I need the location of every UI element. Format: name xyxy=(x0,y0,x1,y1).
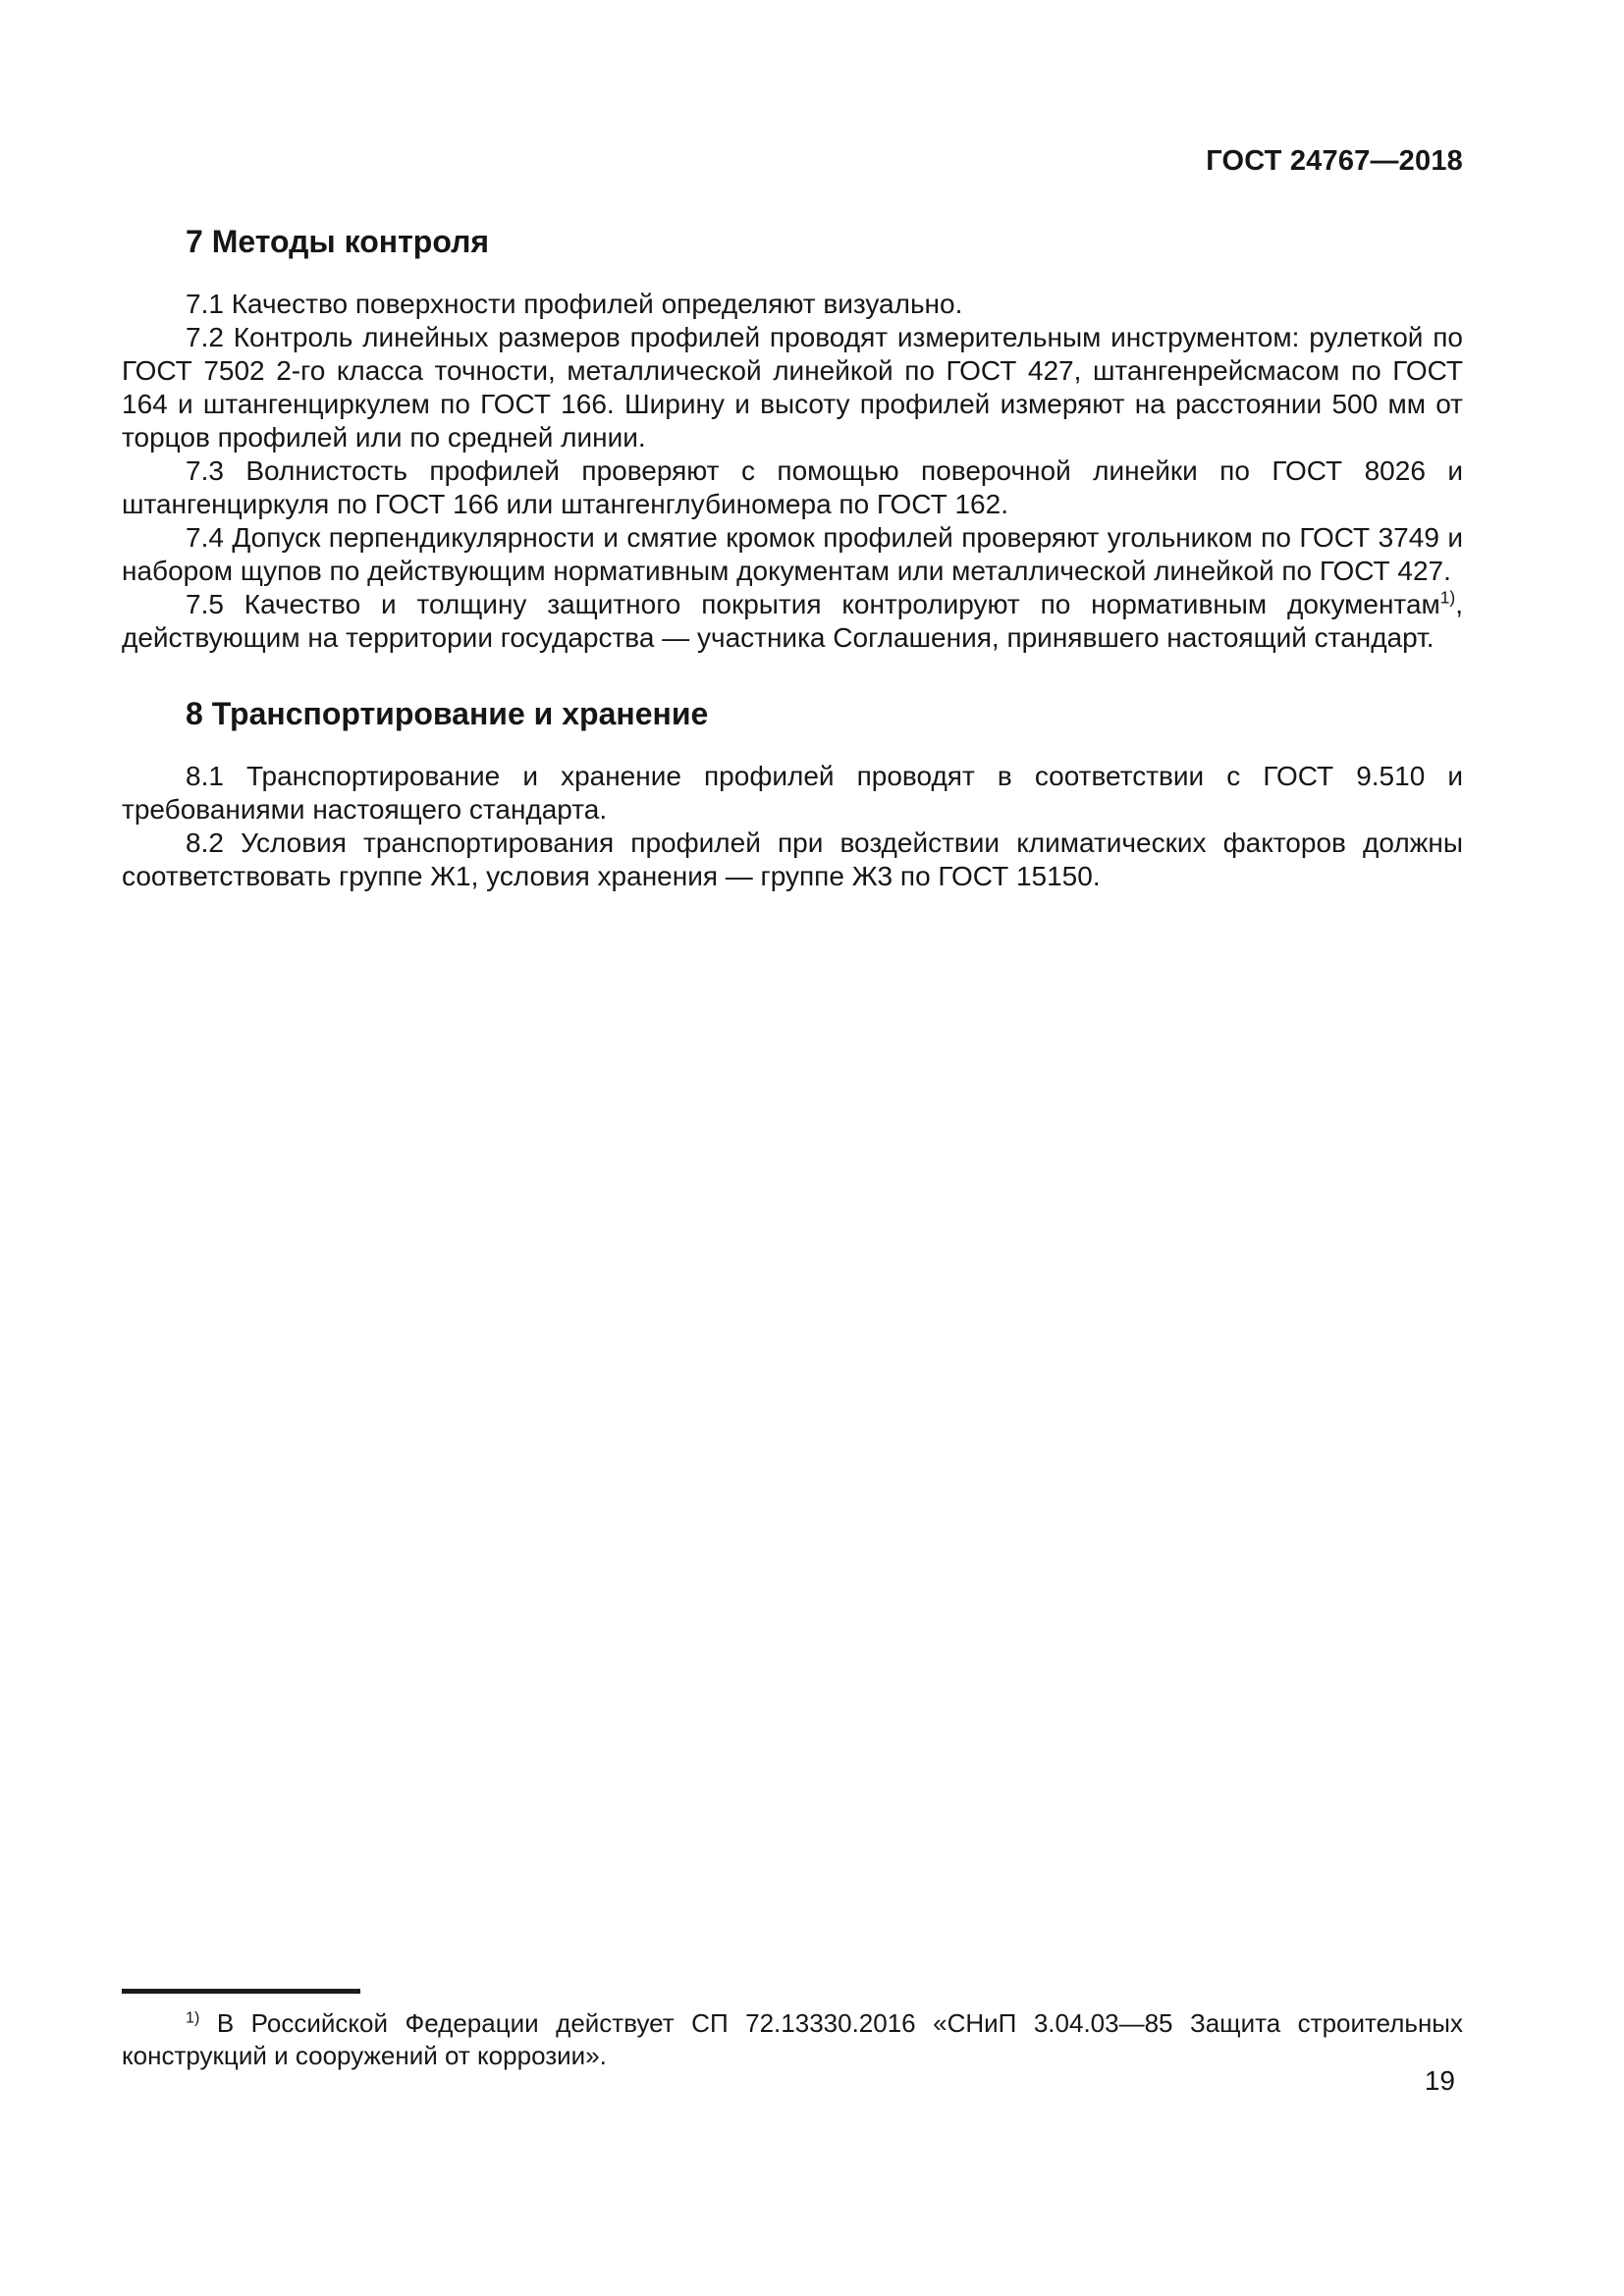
paragraph-7-5-text: 7.5 Качество и толщину защитного покрытия контролируют по нормативным документам xyxy=(186,589,1440,619)
paragraph-7-2: 7.2 Контроль линейных размеров профилей проводят измерительным инструментом: рулеткой по ГОСТ 7502 2-го класса точности, металлической линейкой по ГОСТ 427, штангенрейсмасом по ГОСТ 164 и штангенциркулем по ГОСТ 166. Ширину и высоту профилей измеряют на расстоянии 500 мм от торцов профилей или по средней линии. xyxy=(122,322,1463,453)
footnote-separator-rule xyxy=(122,1989,360,1994)
document-number: ГОСТ 24767—2018 xyxy=(1206,145,1463,177)
paragraph-8-1: 8.1 Транспортирование и хранение профилей проводят в соответствии с ГОСТ 9.510 и требованиями настоящего стандарта. xyxy=(122,761,1463,825)
page-content xyxy=(122,222,1463,893)
footnote-number: 1) xyxy=(186,2008,200,2027)
paragraph-7-5 xyxy=(122,588,1463,655)
footnote-text xyxy=(122,2007,1463,2072)
footnote-block xyxy=(122,1989,1463,2072)
footnote-body-text: В Российской Федерации действует СП 72.13330.2016 «СНиП 3.04.03—85 Защита строительных конструкций и сооружений от коррозии». xyxy=(122,2008,1463,2070)
paragraph-7-3: 7.3 Волнистость профилей проверяют с помощью поверочной линейки по ГОСТ 8026 и штангенциркуля по ГОСТ 166 или штангенглубиномера по ГОСТ 162. xyxy=(122,455,1463,519)
page-number: 19 xyxy=(1424,2065,1455,2096)
paragraph-7-4: 7.4 Допуск перпендикулярности и смятие кромок профилей проверяют угольником по ГОСТ 3749 и набором щупов по действующим нормативным документам или металлической линейкой по ГОСТ 427. xyxy=(122,522,1463,586)
section-7-title: 7 Методы контроля xyxy=(186,224,490,259)
section-8-title: 8 Транспортирование и хранение xyxy=(186,696,709,731)
footnote-reference-mark: 1) xyxy=(1439,587,1456,608)
paragraph-8-2: 8.2 Условия транспортирования профилей при воздействии климатических факторов должны соответствовать группе Ж1, условия хранения — группе Ж3 по ГОСТ 15150. xyxy=(122,828,1463,891)
paragraph-7-5-text-after: , действующим на территории государства — участника Соглашения, принявшего настоящий стандарт. xyxy=(122,589,1463,653)
paragraph-7-1: 7.1 Качество поверхности профилей определяют визуально. xyxy=(186,289,963,319)
